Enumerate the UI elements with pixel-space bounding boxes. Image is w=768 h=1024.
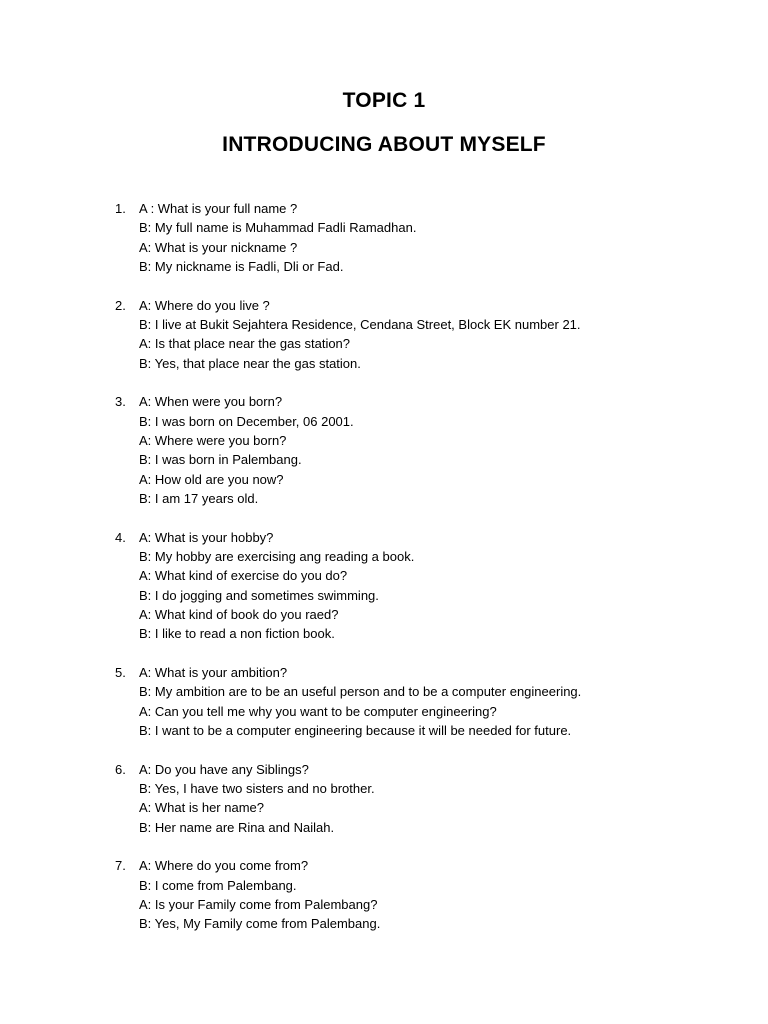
item-number: 7. <box>115 858 126 874</box>
dialogue-line: A: Where do you live ? <box>139 297 270 313</box>
dialogue-line: A: Where were you born? <box>139 432 287 448</box>
item-number: 4. <box>115 529 126 545</box>
dialogue-item <box>0 856 768 933</box>
dialogue-line: B: Yes, My Family come from Palembang. <box>139 916 381 932</box>
page-subtitle: INTRODUCING ABOUT MYSELF <box>222 133 546 156</box>
dialogue-line: B: My ambition are to be an useful person and to be a computer engineering. <box>139 684 582 700</box>
item-number: 6. <box>115 761 126 777</box>
dialogue-line: B: Yes, I have two sisters and no brother. <box>139 780 375 796</box>
item-number: 5. <box>115 664 126 680</box>
dialogue-line: A: What kind of exercise do you do? <box>139 568 348 584</box>
dialogue-line: B: I am 17 years old. <box>139 490 259 506</box>
dialogue-line: A: Can you tell me why you want to be computer engineering? <box>139 703 497 719</box>
dialogue-line: A: Is that place near the gas station? <box>139 336 351 352</box>
dialogue-line: A: How old are you now? <box>139 471 284 487</box>
dialogue-item <box>0 392 768 508</box>
dialogue-item <box>0 663 768 740</box>
dialogue-item <box>0 296 768 373</box>
dialogue-line: A: What is her name? <box>139 800 264 816</box>
dialogue-lines <box>139 392 768 508</box>
dialogue-line: A: What is your hobby? <box>139 529 274 545</box>
dialogue-line: B: I live at Bukit Sejahtera Residence, Cendana Street, Block EK number 21. <box>139 316 581 332</box>
dialogue-lines <box>139 199 768 276</box>
dialogue-line: A: Is your Family come from Palembang? <box>139 896 378 912</box>
dialogue-lines <box>139 760 768 837</box>
dialogue-line: A: What kind of book do you raed? <box>139 606 339 622</box>
page-title: TOPIC 1 <box>342 89 426 112</box>
dialogue-line: B: I want to be a computer engineering because it will be needed for future. <box>139 722 572 738</box>
dialogue-lines <box>139 856 768 933</box>
dialogue-line: B: Yes, that place near the gas station. <box>139 355 361 371</box>
dialogue-lines <box>139 528 768 644</box>
dialogue-line: B: I come from Palembang. <box>139 877 297 893</box>
dialogue-line: A: What is your nickname ? <box>139 239 298 255</box>
dialogue-list <box>0 199 768 953</box>
dialogue-line: B: I do jogging and sometimes swimming. <box>139 587 379 603</box>
dialogue-line: B: I was born in Palembang. <box>139 452 302 468</box>
dialogue-item <box>0 199 768 276</box>
item-number: 1. <box>115 201 126 216</box>
dialogue-lines <box>139 663 768 740</box>
dialogue-line: B: I like to read a non fiction book. <box>139 626 335 642</box>
dialogue-line: A: Where do you come from? <box>139 858 309 874</box>
dialogue-item <box>0 760 768 837</box>
dialogue-line: A: Do you have any Siblings? <box>139 761 309 777</box>
dialogue-line: B: I was born on December, 06 2001. <box>139 413 354 429</box>
dialogue-line: B: My hobby are exercising ang reading a book. <box>139 548 415 564</box>
dialogue-line: B: My nickname is Fadli, Dli or Fad. <box>139 258 344 274</box>
dialogue-line: A: What is your ambition? <box>139 664 288 680</box>
item-number: 2. <box>115 297 126 313</box>
dialogue-item <box>0 528 768 644</box>
dialogue-lines <box>139 296 768 373</box>
item-number: 3. <box>115 394 126 410</box>
dialogue-line: B: Her name are Rina and Nailah. <box>139 819 335 835</box>
dialogue-line: B: My full name is Muhammad Fadli Ramadhan. <box>139 220 417 236</box>
dialogue-line: A: When were you born? <box>139 394 283 410</box>
dialogue-line: A : What is your full name ? <box>139 201 298 216</box>
